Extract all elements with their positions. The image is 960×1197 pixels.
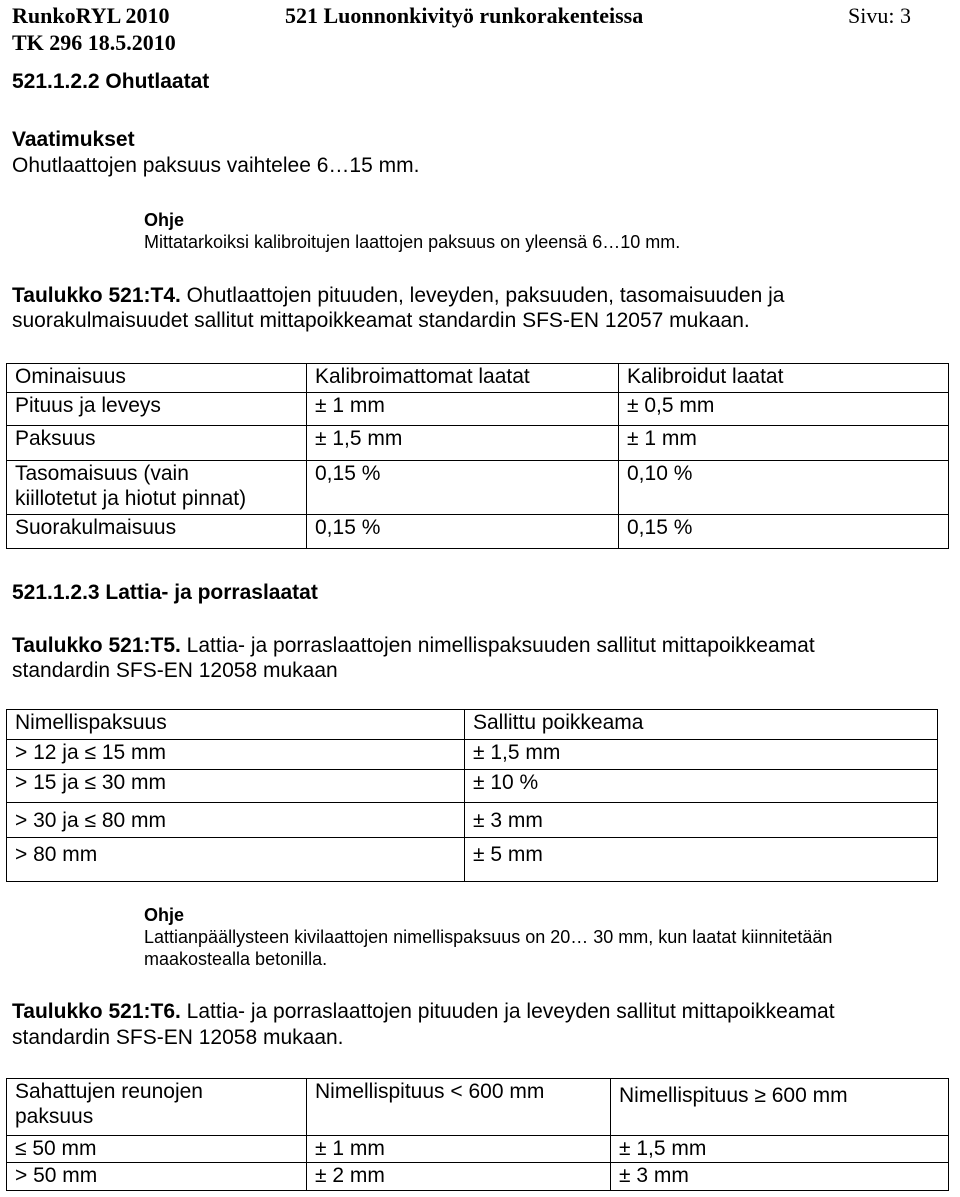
table-caption-line2: standardin SFS-EN 12058 mukaan. (12, 1026, 344, 1049)
table-header-cell: Kalibroidut laatat (619, 364, 949, 393)
note-heading: Ohje (144, 905, 185, 925)
table-cell: Tasomaisuus (vain kiillotetut ja hiotut pinnat) (7, 461, 307, 515)
table-t5 (6, 709, 938, 882)
table-t6 (6, 1078, 949, 1191)
table-caption-line2: standardin SFS-EN 12058 mukaan (12, 659, 338, 682)
table-cell: ± 1 mm (307, 393, 619, 426)
table-header-cell: Ominaisuus (7, 364, 307, 393)
table-caption-line2: suorakulmaisuudet sallitut mittapoikkeamat standardin SFS-EN 12057 mukaan. (12, 309, 750, 332)
table-row (7, 770, 938, 803)
note-heading: Ohje (144, 210, 185, 230)
note-text: maakostealla betonilla. (144, 949, 328, 969)
table-cell: ± 5 mm (465, 838, 938, 882)
page-label: Sivu: 3 (848, 3, 911, 28)
table-cell: 0,15 % (307, 461, 619, 515)
doc-code: TK 296 18.5.2010 (12, 30, 176, 55)
table-header-row (7, 710, 938, 740)
note-text: Mittatarkoiksi kalibroitujen laattojen paksuus on yleensä 6…10 mm. (144, 232, 681, 252)
table-caption-label: Taulukko 521:T5. (12, 634, 181, 657)
table-caption-text: Lattia- ja porraslaattojen nimellispaksuuden sallitut mittapoikkeamat (180, 634, 815, 657)
table-cell: ≤ 50 mm (7, 1136, 307, 1163)
table-row (7, 426, 949, 461)
table-row (7, 1163, 949, 1191)
requirements-heading: Vaatimukset (12, 128, 135, 151)
table-cell: ± 1 mm (619, 426, 949, 461)
table-cell: > 12 ja ≤ 15 mm (7, 740, 465, 770)
table-cell: ± 0,5 mm (619, 393, 949, 426)
table-cell: 0,15 % (619, 515, 949, 549)
table-cell: Paksuus (7, 426, 307, 461)
doc-title: RunkoRYL 2010 (12, 3, 170, 28)
section-heading: 521.1.2.2 Ohutlaatat (12, 70, 210, 93)
table-header-row (7, 1079, 949, 1136)
section-title: 521 Luonnonkivityö runkorakenteissa (285, 3, 644, 28)
section-heading: 521.1.2.3 Lattia- ja porraslaatat (12, 581, 318, 604)
table-cell: Pituus ja leveys (7, 393, 307, 426)
table-row (7, 1136, 949, 1163)
table-caption (12, 633, 815, 659)
requirements-text: Ohutlaattojen paksuus vaihtelee 6…15 mm. (12, 154, 420, 177)
table-cell: ± 2 mm (307, 1163, 611, 1191)
table-row (7, 838, 938, 882)
table-header-cell: Nimellispaksuus (7, 710, 465, 740)
note-text: Lattianpäällysteen kivilaattojen nimellispaksuus on 20… 30 mm, kun laatat kiinnitetään (144, 927, 833, 947)
table-cell: ± 3 mm (465, 803, 938, 838)
table-cell: Suorakulmaisuus (7, 515, 307, 549)
table-row (7, 461, 949, 515)
table-cell: 0,10 % (619, 461, 949, 515)
table-caption-text: Ohutlaattojen pituuden, leveyden, paksuuden, tasomaisuuden ja (180, 284, 785, 307)
table-row (7, 740, 938, 770)
table-header-cell: Nimellispituus ≥ 600 mm (611, 1079, 949, 1136)
table-caption (12, 283, 784, 309)
table-t4 (6, 363, 949, 549)
table-cell: ± 1,5 mm (465, 740, 938, 770)
table-cell: ± 1,5 mm (307, 426, 619, 461)
table-caption-text: Lattia- ja porraslaattojen pituuden ja leveyden sallitut mittapoikkeamat (180, 1000, 835, 1023)
table-header-cell: Sahattujen reunojen paksuus (7, 1079, 307, 1136)
table-caption (12, 999, 835, 1025)
table-cell: > 15 ja ≤ 30 mm (7, 770, 465, 803)
table-header-cell: Nimellispituus < 600 mm (307, 1079, 611, 1136)
table-row (7, 515, 949, 549)
table-cell: ± 10 % (465, 770, 938, 803)
table-header-row (7, 364, 949, 393)
table-caption-label: Taulukko 521:T4. (12, 284, 181, 307)
table-cell: 0,15 % (307, 515, 619, 549)
table-cell: > 80 mm (7, 838, 465, 882)
table-cell: > 30 ja ≤ 80 mm (7, 803, 465, 838)
table-row (7, 393, 949, 426)
table-cell: ± 3 mm (611, 1163, 949, 1191)
table-header-cell: Sallittu poikkeama (465, 710, 938, 740)
table-cell: ± 1 mm (307, 1136, 611, 1163)
table-cell: ± 1,5 mm (611, 1136, 949, 1163)
table-row (7, 803, 938, 838)
table-header-cell: Kalibroimattomat laatat (307, 364, 619, 393)
table-cell: > 50 mm (7, 1163, 307, 1191)
table-caption-label: Taulukko 521:T6. (12, 1000, 181, 1023)
